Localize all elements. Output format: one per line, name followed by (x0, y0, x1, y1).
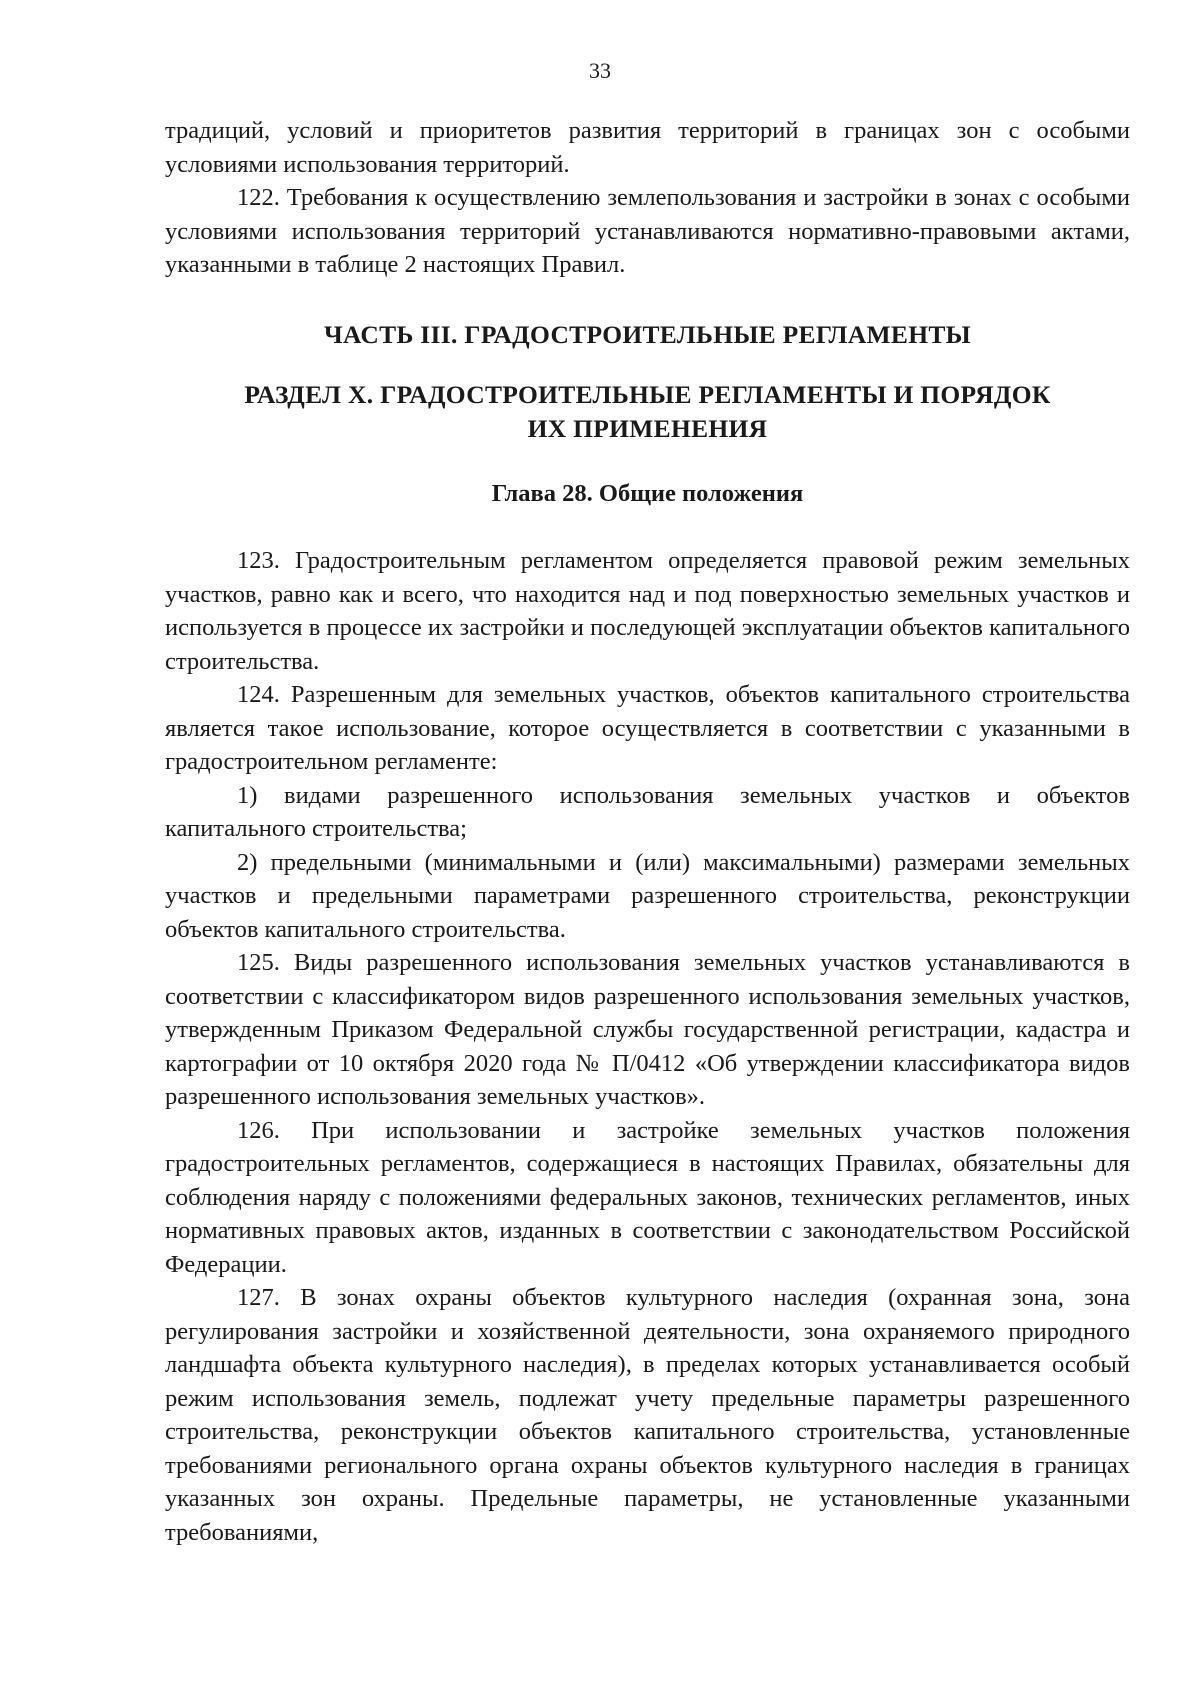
section-heading-line-1: РАЗДЕЛ Х. ГРАДОСТРОИТЕЛЬНЫЕ РЕГЛАМЕНТЫ И ПОРЯДОК (244, 380, 1051, 409)
main-text-block (165, 544, 1130, 1549)
paragraph-123: 123. Градостроительным регламентом определяется правовой режим земельных участков, равно как и всего, что находится над и под поверхностью земельных участков и используется в процессе их застройки и последующей эксплуатации объектов капитального строительства. (165, 547, 1130, 675)
intro-block (165, 114, 1130, 282)
section-heading-line-2: ИХ ПРИМЕНЕНИЯ (527, 414, 768, 443)
paragraph-124-item-1: 1) видами разрешенного использования земельных участков и объектов капитального строительства; (165, 781, 1130, 842)
paragraph-126: 126. При использовании и застройке земельных участков положения градостроительных регламентов, содержащиеся в настоящих Правилах, обязательны для соблюдения наряду с положениями федеральных законов, технических регламентов, иных нормативных правовых актов, изданных в соответствии с законодательством Российской Федерации. (165, 1116, 1130, 1278)
paragraph-124-item-2: 2) предельными (минимальными и (или) максимальными) размерами земельных участков и предельными параметрами разрешенного строительства, реконструкции объектов капитального строительства. (165, 848, 1130, 943)
paragraph-124: 124. Разрешенным для земельных участков, объектов капитального строительства является такое использование, которое осуществляется в соответствии с указанными в градостроительном регламенте: (165, 681, 1130, 775)
section-heading (165, 378, 1130, 446)
paragraph-127: 127. В зонах охраны объектов культурного наследия (охранная зона, зона регулирования застройки и хозяйственной деятельности, зона охраняемого природного ландшафта объекта культурного наследия), в пределах которых устанавливается особый режим использования земель, подлежат учету предельные параметры разрешенного строительства, реконструкции объектов капитального строительства, установленные требованиями регионального органа охраны объектов культурного наследия в границах указанных зон охраны. Предельные параметры, не установленные указанными требованиями, (165, 1284, 1130, 1546)
continuation-paragraph: традиций, условий и приоритетов развития территорий в границах зон с особыми условиями использования территорий. (165, 117, 1130, 178)
paragraph-122: 122. Требования к осуществлению землепользования и застройки в зонах с особыми условиями использования территорий устанавливаются нормативно-правовыми актами, указанными в таблице 2 настоящих Правил. (165, 184, 1130, 278)
paragraph-125: 125. Виды разрешенного использования земельных участков устанавливаются в соответствии с классификатором видов разрешенного использования земельных участков, утвержденным Приказом Федеральной службы государственной регистрации, кадастра и картографии от 10 октября 2020 года № П/0412 «Об утверждении классификатора видов разрешенного использования земельных участков». (165, 949, 1130, 1110)
part-heading: ЧАСТЬ III. ГРАДОСТРОИТЕЛЬНЫЕ РЕГЛАМЕНТЫ (323, 320, 972, 349)
chapter-heading: Глава 28. Общие положения (491, 480, 804, 507)
page-number: 33 (589, 58, 611, 83)
